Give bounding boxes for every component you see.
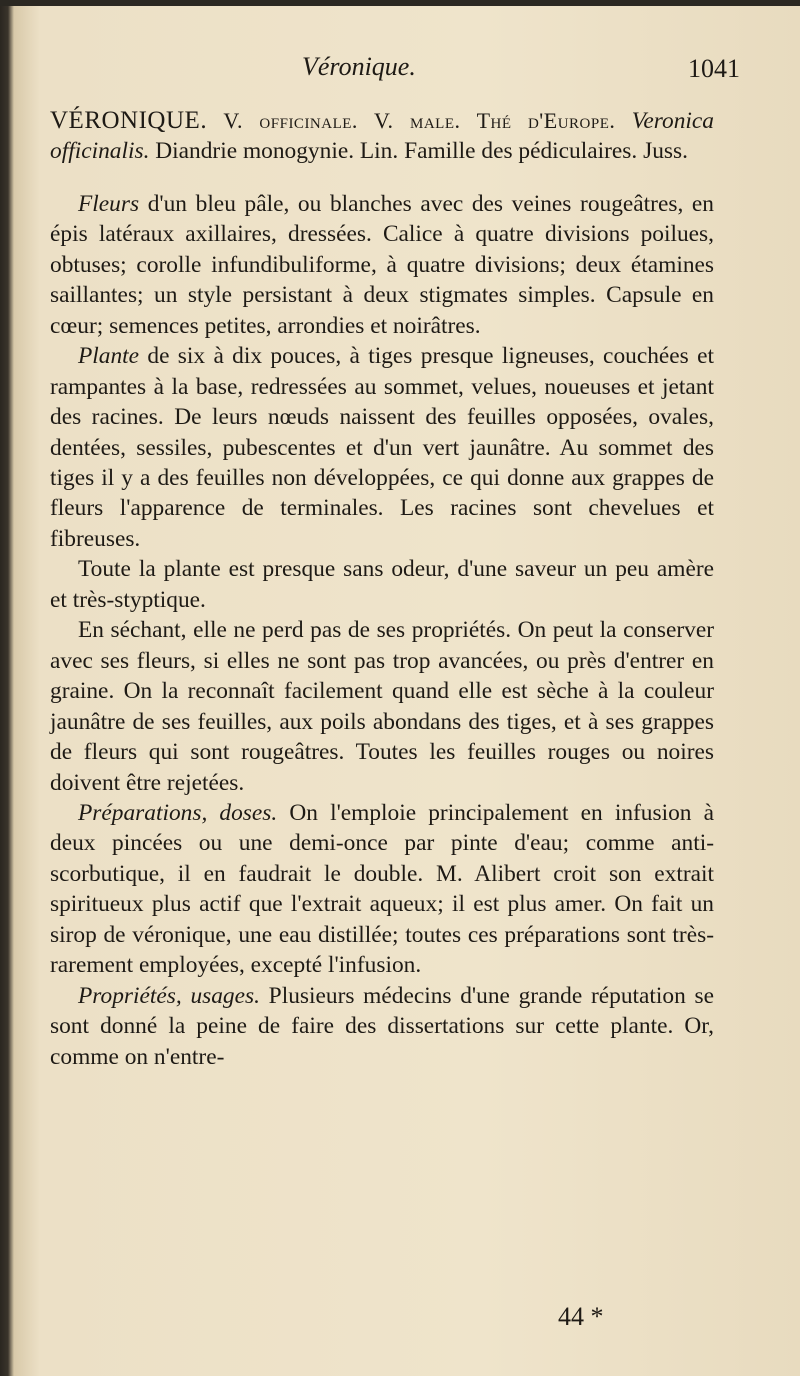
entry-heading: [50, 106, 714, 167]
page-number: 1041: [688, 54, 740, 83]
paragraph-sechant: En séchant, elle ne perd pas de ses propriétés. On peut la conserver avec ses fleurs, si elles ne sont pas trop avancées, ou près d'entrer en graine. On la reconnaît facilement quand elle est sèche à la couleur jaunâtre de ses feuilles, aux poils abondans des tiges, et à ses grappes de fleurs qui sont rougeâtres. Toutes les feuilles rouges ou noires doivent être rejetées.: [50, 617, 714, 796]
paragraph-preparations: [50, 798, 714, 981]
paragraph-plante: [50, 341, 714, 554]
paragraph-toute: Toute la plante est presque sans odeur, d'une saveur un peu amère et très-styptique.: [50, 556, 714, 613]
preparations-text: On l'emploie principalement en infusion à deux pincées ou une demi-once par pinte d'eau; comme anti-scorbutique, il en faudrait le double. M. Alibert croit son extrait spiritueux plus actif que l'extrait aqueux; il est plus amer. On fait un sirop de véronique, une eau distillée; toutes ces préparations sont très-rarement employées, excepté l'infusion.: [50, 799, 714, 979]
proprietes-text: Plusieurs médecins d'une grande réputation se sont donné la peine de faire des dissertations sur cette plante. Or, comme on n'entre-: [50, 982, 714, 1070]
body-text: [50, 106, 714, 1072]
preparations-label: Préparations, doses.: [78, 799, 278, 826]
running-title: Véronique.: [302, 52, 416, 81]
paragraph-proprietes: [50, 981, 714, 1072]
latin-name: Veronica officinalis.: [50, 108, 714, 165]
plante-label: Plante: [78, 343, 140, 370]
common-names: V. officinale. V. male. Thé d'Europe.: [223, 108, 616, 133]
plante-text: de six à dix pouces, à tiges presque ligneuses, couchées et rampantes à la base, redressées au sommet, velues, noueuses et jetant des racines. De leurs nœuds naissent des feuilles opposées, ovales, dentées, sessiles, pubescentes et d'un vert jaunâtre. Au sommet des tiges il y a des feuilles non développées, ce qui donne aux grappes de fleurs l'apparence de terminales. Les racines sont chevelues et fibreuses.: [50, 343, 714, 552]
page-top-edge: [0, 0, 800, 6]
page-header: [0, 52, 800, 92]
paragraph-fleurs: [50, 189, 714, 341]
fleurs-text: d'un bleu pâle, ou blanches avec des veines rougeâtres, en épis latéraux axillaires, dressées. Calice à quatre divisions poilues, obtuses; corolle infundibuliforme, à quatre divisions; deux étamines saillantes; un style persistant à deux stigmates simples. Capsule en cœur; semences petites, arrondies et noirâtres.: [50, 190, 714, 339]
classification: Diandrie monogynie. Lin. Famille des pédiculaires. Juss.: [149, 138, 688, 165]
headword: VÉRONIQUE.: [50, 107, 208, 134]
fleurs-label: Fleurs: [78, 190, 140, 217]
proprietes-label: Propriétés, usages.: [78, 982, 260, 1009]
signature-mark: 44 *: [558, 1302, 604, 1331]
